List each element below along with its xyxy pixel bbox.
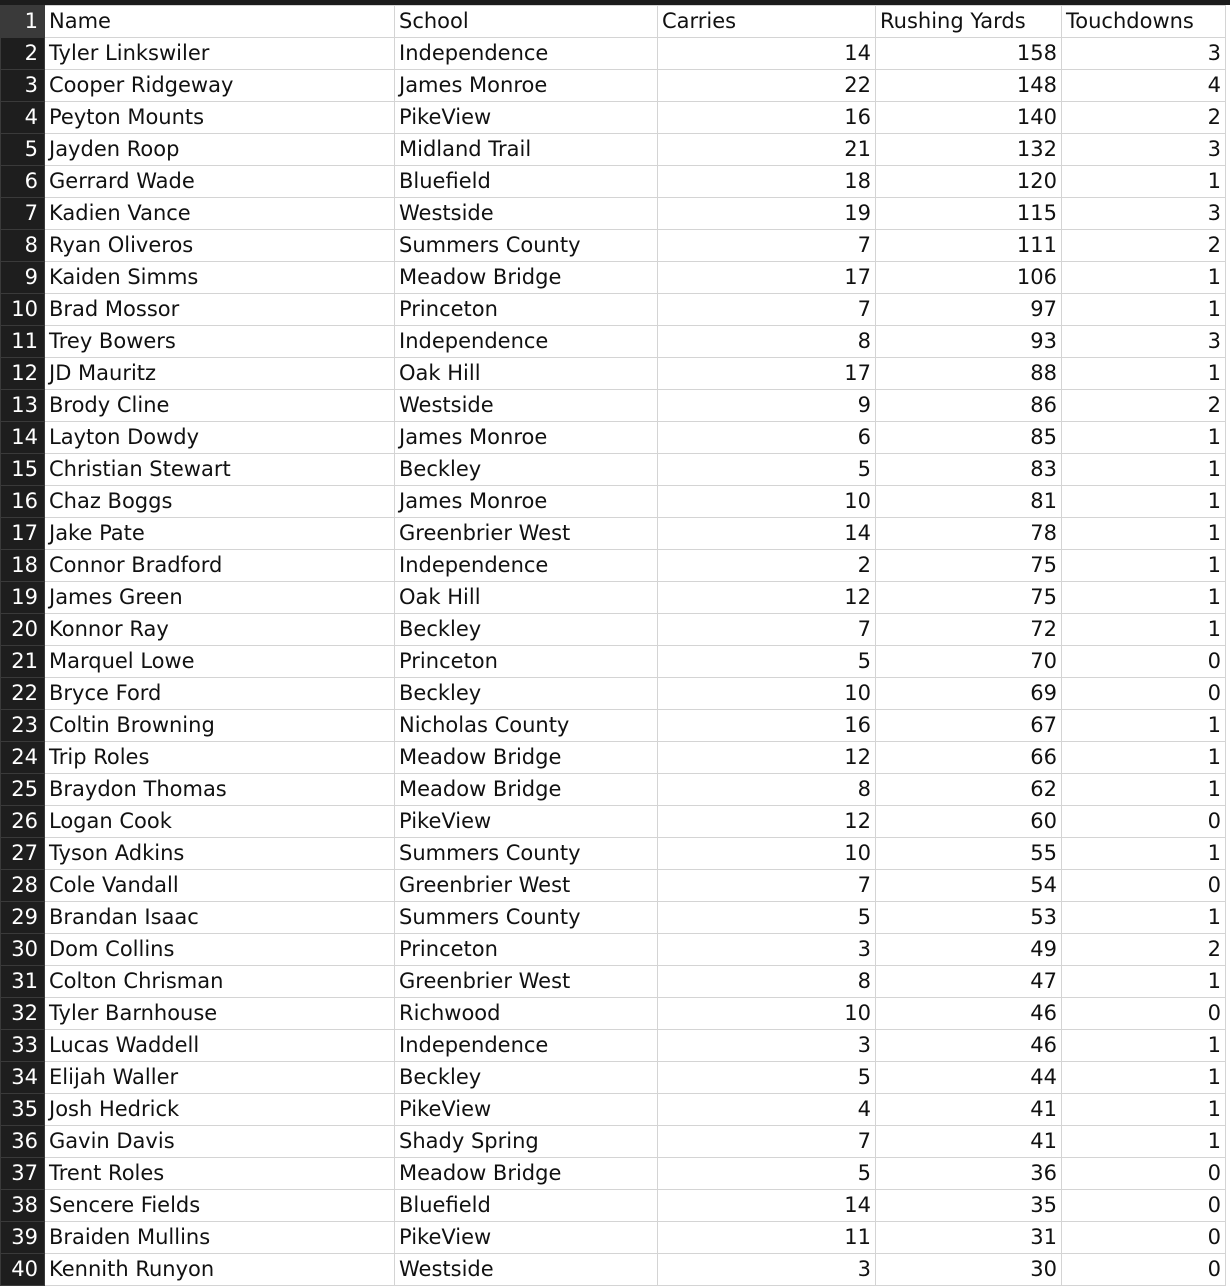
cell-rushing-yards[interactable]: 120 bbox=[876, 166, 1062, 198]
cell-touchdowns[interactable]: 1 bbox=[1062, 262, 1226, 294]
cell-carries[interactable]: 5 bbox=[658, 1158, 876, 1190]
cell-carries[interactable]: 21 bbox=[658, 134, 876, 166]
cell-carries[interactable]: 12 bbox=[658, 582, 876, 614]
cell-name[interactable]: Coltin Browning bbox=[45, 710, 395, 742]
cell-name[interactable]: Tyler Barnhouse bbox=[45, 998, 395, 1030]
cell-name[interactable]: Trey Bowers bbox=[45, 326, 395, 358]
cell-rushing-yards[interactable]: 72 bbox=[876, 614, 1062, 646]
table-row bbox=[1, 166, 1226, 198]
cell-touchdowns[interactable]: 1 bbox=[1062, 614, 1226, 646]
table-row bbox=[1, 1030, 1226, 1062]
row-number[interactable]: 33 bbox=[1, 1030, 45, 1062]
cell-rushing-yards[interactable]: 111 bbox=[876, 230, 1062, 262]
cell-touchdowns[interactable]: 1 bbox=[1062, 518, 1226, 550]
cell-carries[interactable]: 10 bbox=[658, 678, 876, 710]
cell-name[interactable]: Colton Chrisman bbox=[45, 966, 395, 998]
row-number[interactable]: 30 bbox=[1, 934, 45, 966]
cell-rushing-yards[interactable]: 70 bbox=[876, 646, 1062, 678]
cell-school[interactable]: Summers County bbox=[395, 230, 658, 262]
row-number[interactable]: 22 bbox=[1, 678, 45, 710]
cell-rushing-yards[interactable]: 31 bbox=[876, 1222, 1062, 1254]
cell-carries[interactable]: 8 bbox=[658, 966, 876, 998]
table-row bbox=[1, 294, 1226, 326]
cell-rushing-yards[interactable]: 46 bbox=[876, 1030, 1062, 1062]
table-row bbox=[1, 966, 1226, 998]
table-row bbox=[1, 230, 1226, 262]
cell-name[interactable]: Brad Mossor bbox=[45, 294, 395, 326]
header-cell-name[interactable]: Name bbox=[45, 6, 395, 38]
row-number[interactable]: 32 bbox=[1, 998, 45, 1030]
cell-carries[interactable]: 7 bbox=[658, 294, 876, 326]
cell-rushing-yards[interactable]: 47 bbox=[876, 966, 1062, 998]
row-number[interactable]: 10 bbox=[1, 294, 45, 326]
cell-name[interactable]: Brandan Isaac bbox=[45, 902, 395, 934]
cell-rushing-yards[interactable]: 81 bbox=[876, 486, 1062, 518]
cell-rushing-yards[interactable]: 75 bbox=[876, 582, 1062, 614]
cell-carries[interactable]: 8 bbox=[658, 774, 876, 806]
cell-school[interactable]: Independence bbox=[395, 1030, 658, 1062]
cell-carries[interactable]: 5 bbox=[658, 646, 876, 678]
table-row bbox=[1, 1126, 1226, 1158]
table-row bbox=[1, 870, 1226, 902]
cell-school[interactable]: Richwood bbox=[395, 998, 658, 1030]
cell-carries[interactable]: 22 bbox=[658, 70, 876, 102]
cell-name[interactable]: Braiden Mullins bbox=[45, 1222, 395, 1254]
cell-touchdowns[interactable]: 0 bbox=[1062, 870, 1226, 902]
cell-touchdowns[interactable]: 1 bbox=[1062, 710, 1226, 742]
cell-school[interactable]: Greenbrier West bbox=[395, 518, 658, 550]
cell-school[interactable]: PikeView bbox=[395, 806, 658, 838]
cell-rushing-yards[interactable]: 106 bbox=[876, 262, 1062, 294]
row-number[interactable]: 26 bbox=[1, 806, 45, 838]
cell-name[interactable]: Bryce Ford bbox=[45, 678, 395, 710]
cell-name[interactable]: Peyton Mounts bbox=[45, 102, 395, 134]
cell-carries[interactable]: 10 bbox=[658, 486, 876, 518]
row-number[interactable]: 39 bbox=[1, 1222, 45, 1254]
cell-touchdowns[interactable]: 1 bbox=[1062, 550, 1226, 582]
cell-name[interactable]: Cooper Ridgeway bbox=[45, 70, 395, 102]
cell-touchdowns[interactable]: 1 bbox=[1062, 1030, 1226, 1062]
cell-name[interactable]: Kadien Vance bbox=[45, 198, 395, 230]
table-row bbox=[1, 998, 1226, 1030]
cell-name[interactable]: Gerrard Wade bbox=[45, 166, 395, 198]
cell-school[interactable]: Greenbrier West bbox=[395, 966, 658, 998]
cell-touchdowns[interactable]: 0 bbox=[1062, 646, 1226, 678]
row-number[interactable]: 38 bbox=[1, 1190, 45, 1222]
row-number[interactable]: 37 bbox=[1, 1158, 45, 1190]
table-row bbox=[1, 390, 1226, 422]
row-number[interactable]: 6 bbox=[1, 166, 45, 198]
cell-carries[interactable]: 14 bbox=[658, 38, 876, 70]
cell-touchdowns[interactable]: 1 bbox=[1062, 742, 1226, 774]
cell-rushing-yards[interactable]: 88 bbox=[876, 358, 1062, 390]
cell-school[interactable]: Nicholas County bbox=[395, 710, 658, 742]
cell-touchdowns[interactable]: 0 bbox=[1062, 1190, 1226, 1222]
row-number[interactable]: 3 bbox=[1, 70, 45, 102]
cell-touchdowns[interactable]: 1 bbox=[1062, 1094, 1226, 1126]
header-cell-rushing-yards[interactable]: Rushing Yards bbox=[876, 6, 1062, 38]
cell-rushing-yards[interactable]: 49 bbox=[876, 934, 1062, 966]
cell-rushing-yards[interactable]: 75 bbox=[876, 550, 1062, 582]
row-number[interactable]: 28 bbox=[1, 870, 45, 902]
cell-carries[interactable]: 7 bbox=[658, 230, 876, 262]
cell-carries[interactable]: 18 bbox=[658, 166, 876, 198]
cell-rushing-yards[interactable]: 67 bbox=[876, 710, 1062, 742]
cell-carries[interactable]: 17 bbox=[658, 358, 876, 390]
cell-rushing-yards[interactable]: 46 bbox=[876, 998, 1062, 1030]
cell-carries[interactable]: 3 bbox=[658, 1030, 876, 1062]
cell-carries[interactable]: 12 bbox=[658, 742, 876, 774]
cell-school[interactable]: Summers County bbox=[395, 838, 658, 870]
table-row bbox=[1, 326, 1226, 358]
table-row bbox=[1, 902, 1226, 934]
cell-rushing-yards[interactable]: 78 bbox=[876, 518, 1062, 550]
header-cell-school[interactable]: School bbox=[395, 6, 658, 38]
cell-school[interactable]: Bluefield bbox=[395, 166, 658, 198]
cell-touchdowns[interactable]: 2 bbox=[1062, 230, 1226, 262]
cell-touchdowns[interactable]: 1 bbox=[1062, 166, 1226, 198]
table-row bbox=[1, 1062, 1226, 1094]
table-row bbox=[1, 1190, 1226, 1222]
cell-school[interactable]: Princeton bbox=[395, 294, 658, 326]
cell-rushing-yards[interactable]: 132 bbox=[876, 134, 1062, 166]
cell-touchdowns[interactable]: 2 bbox=[1062, 390, 1226, 422]
row-number[interactable]: 19 bbox=[1, 582, 45, 614]
row-number[interactable]: 29 bbox=[1, 902, 45, 934]
row-number[interactable]: 5 bbox=[1, 134, 45, 166]
cell-name[interactable]: Trent Roles bbox=[45, 1158, 395, 1190]
cell-rushing-yards[interactable]: 35 bbox=[876, 1190, 1062, 1222]
cell-school[interactable]: Greenbrier West bbox=[395, 870, 658, 902]
cell-touchdowns[interactable]: 3 bbox=[1062, 38, 1226, 70]
row-number[interactable]: 12 bbox=[1, 358, 45, 390]
cell-carries[interactable]: 12 bbox=[658, 806, 876, 838]
cell-school[interactable]: Beckley bbox=[395, 678, 658, 710]
cell-name[interactable]: Trip Roles bbox=[45, 742, 395, 774]
cell-name[interactable]: Tyler Linkswiler bbox=[45, 38, 395, 70]
cell-rushing-yards[interactable]: 54 bbox=[876, 870, 1062, 902]
row-number[interactable]: 40 bbox=[1, 1254, 45, 1286]
cell-carries[interactable]: 2 bbox=[658, 550, 876, 582]
cell-touchdowns[interactable]: 0 bbox=[1062, 1254, 1226, 1286]
row-number[interactable]: 4 bbox=[1, 102, 45, 134]
row-number[interactable]: 17 bbox=[1, 518, 45, 550]
cell-touchdowns[interactable]: 1 bbox=[1062, 454, 1226, 486]
cell-name[interactable]: Josh Hedrick bbox=[45, 1094, 395, 1126]
table-row bbox=[1, 710, 1226, 742]
row-number[interactable]: 18 bbox=[1, 550, 45, 582]
cell-carries[interactable]: 5 bbox=[658, 902, 876, 934]
cell-name[interactable]: Tyson Adkins bbox=[45, 838, 395, 870]
table-row bbox=[1, 1222, 1226, 1254]
table-row bbox=[1, 774, 1226, 806]
row-number[interactable]: 31 bbox=[1, 966, 45, 998]
cell-name[interactable]: Sencere Fields bbox=[45, 1190, 395, 1222]
cell-carries[interactable]: 19 bbox=[658, 198, 876, 230]
cell-school[interactable]: PikeView bbox=[395, 102, 658, 134]
cell-carries[interactable]: 10 bbox=[658, 998, 876, 1030]
cell-rushing-yards[interactable]: 41 bbox=[876, 1094, 1062, 1126]
cell-school[interactable]: Princeton bbox=[395, 646, 658, 678]
cell-touchdowns[interactable]: 1 bbox=[1062, 422, 1226, 454]
cell-touchdowns[interactable]: 0 bbox=[1062, 678, 1226, 710]
cell-school[interactable]: Westside bbox=[395, 390, 658, 422]
cell-carries[interactable]: 5 bbox=[658, 1062, 876, 1094]
cell-rushing-yards[interactable]: 66 bbox=[876, 742, 1062, 774]
cell-name[interactable]: Christian Stewart bbox=[45, 454, 395, 486]
cell-school[interactable]: Westside bbox=[395, 1254, 658, 1286]
cell-rushing-yards[interactable]: 85 bbox=[876, 422, 1062, 454]
cell-rushing-yards[interactable]: 55 bbox=[876, 838, 1062, 870]
cell-school[interactable]: Independence bbox=[395, 38, 658, 70]
row-number[interactable]: 7 bbox=[1, 198, 45, 230]
cell-carries[interactable]: 6 bbox=[658, 422, 876, 454]
cell-carries[interactable]: 3 bbox=[658, 1254, 876, 1286]
table-row bbox=[1, 934, 1226, 966]
cell-school[interactable]: James Monroe bbox=[395, 486, 658, 518]
cell-name[interactable]: Jayden Roop bbox=[45, 134, 395, 166]
cell-school[interactable]: James Monroe bbox=[395, 422, 658, 454]
table-row bbox=[1, 646, 1226, 678]
cell-touchdowns[interactable]: 2 bbox=[1062, 934, 1226, 966]
cell-school[interactable]: Meadow Bridge bbox=[395, 1158, 658, 1190]
cell-name[interactable]: Chaz Boggs bbox=[45, 486, 395, 518]
table-row bbox=[1, 550, 1226, 582]
row-number[interactable]: 20 bbox=[1, 614, 45, 646]
cell-carries[interactable]: 9 bbox=[658, 390, 876, 422]
table-row bbox=[1, 38, 1226, 70]
cell-name[interactable]: Lucas Waddell bbox=[45, 1030, 395, 1062]
cell-name[interactable]: Elijah Waller bbox=[45, 1062, 395, 1094]
cell-carries[interactable]: 4 bbox=[658, 1094, 876, 1126]
cell-name[interactable]: Jake Pate bbox=[45, 518, 395, 550]
cell-touchdowns[interactable]: 1 bbox=[1062, 966, 1226, 998]
cell-rushing-yards[interactable]: 30 bbox=[876, 1254, 1062, 1286]
cell-rushing-yards[interactable]: 41 bbox=[876, 1126, 1062, 1158]
cell-school[interactable]: PikeView bbox=[395, 1222, 658, 1254]
table-row bbox=[1, 518, 1226, 550]
table-row bbox=[1, 358, 1226, 390]
cell-touchdowns[interactable]: 1 bbox=[1062, 294, 1226, 326]
cell-school[interactable]: James Monroe bbox=[395, 70, 658, 102]
cell-school[interactable]: Oak Hill bbox=[395, 582, 658, 614]
cell-touchdowns[interactable]: 1 bbox=[1062, 486, 1226, 518]
cell-rushing-yards[interactable]: 86 bbox=[876, 390, 1062, 422]
cell-rushing-yards[interactable]: 44 bbox=[876, 1062, 1062, 1094]
row-number[interactable]: 24 bbox=[1, 742, 45, 774]
table-row bbox=[1, 422, 1226, 454]
cell-name[interactable]: Gavin Davis bbox=[45, 1126, 395, 1158]
cell-carries[interactable]: 16 bbox=[658, 102, 876, 134]
row-number[interactable]: 34 bbox=[1, 1062, 45, 1094]
row-number[interactable]: 9 bbox=[1, 262, 45, 294]
cell-rushing-yards[interactable]: 140 bbox=[876, 102, 1062, 134]
cell-school[interactable]: Beckley bbox=[395, 454, 658, 486]
cell-touchdowns[interactable]: 1 bbox=[1062, 1126, 1226, 1158]
row-number[interactable]: 15 bbox=[1, 454, 45, 486]
table-row bbox=[1, 1094, 1226, 1126]
cell-school[interactable]: Beckley bbox=[395, 614, 658, 646]
cell-carries[interactable]: 14 bbox=[658, 1190, 876, 1222]
table-row bbox=[1, 198, 1226, 230]
row-number[interactable]: 14 bbox=[1, 422, 45, 454]
row-number[interactable]: 16 bbox=[1, 486, 45, 518]
cell-school[interactable]: Summers County bbox=[395, 902, 658, 934]
cell-name[interactable]: James Green bbox=[45, 582, 395, 614]
cell-name[interactable]: Kaiden Simms bbox=[45, 262, 395, 294]
cell-carries[interactable]: 8 bbox=[658, 326, 876, 358]
cell-rushing-yards[interactable]: 60 bbox=[876, 806, 1062, 838]
table-row bbox=[1, 70, 1226, 102]
table-row bbox=[1, 1254, 1226, 1286]
row-number-header[interactable]: 1 bbox=[1, 6, 45, 38]
cell-school[interactable]: Oak Hill bbox=[395, 358, 658, 390]
table-row bbox=[1, 454, 1226, 486]
row-number[interactable]: 21 bbox=[1, 646, 45, 678]
cell-name[interactable]: Logan Cook bbox=[45, 806, 395, 838]
cell-touchdowns[interactable]: 1 bbox=[1062, 1062, 1226, 1094]
table-row bbox=[1, 614, 1226, 646]
cell-school[interactable]: Westside bbox=[395, 198, 658, 230]
header-row bbox=[1, 6, 1226, 38]
table-row bbox=[1, 838, 1226, 870]
cell-rushing-yards[interactable]: 97 bbox=[876, 294, 1062, 326]
table-row bbox=[1, 486, 1226, 518]
cell-name[interactable]: Cole Vandall bbox=[45, 870, 395, 902]
table-row bbox=[1, 1158, 1226, 1190]
table-row bbox=[1, 678, 1226, 710]
cell-carries[interactable]: 7 bbox=[658, 870, 876, 902]
cell-carries[interactable]: 7 bbox=[658, 1126, 876, 1158]
cell-touchdowns[interactable]: 3 bbox=[1062, 198, 1226, 230]
cell-school[interactable]: Meadow Bridge bbox=[395, 262, 658, 294]
row-number[interactable]: 35 bbox=[1, 1094, 45, 1126]
cell-touchdowns[interactable]: 1 bbox=[1062, 902, 1226, 934]
cell-touchdowns[interactable]: 0 bbox=[1062, 998, 1226, 1030]
row-number[interactable]: 2 bbox=[1, 38, 45, 70]
cell-touchdowns[interactable]: 0 bbox=[1062, 1222, 1226, 1254]
cell-rushing-yards[interactable]: 83 bbox=[876, 454, 1062, 486]
cell-touchdowns[interactable]: 3 bbox=[1062, 134, 1226, 166]
cell-school[interactable]: Princeton bbox=[395, 934, 658, 966]
header-cell-carries[interactable]: Carries bbox=[658, 6, 876, 38]
cell-school[interactable]: Beckley bbox=[395, 1062, 658, 1094]
cell-touchdowns[interactable]: 0 bbox=[1062, 806, 1226, 838]
row-number[interactable]: 25 bbox=[1, 774, 45, 806]
table-row bbox=[1, 806, 1226, 838]
row-number[interactable]: 23 bbox=[1, 710, 45, 742]
cell-rushing-yards[interactable]: 69 bbox=[876, 678, 1062, 710]
table-row bbox=[1, 262, 1226, 294]
cell-carries[interactable]: 3 bbox=[658, 934, 876, 966]
cell-carries[interactable]: 7 bbox=[658, 614, 876, 646]
cell-name[interactable]: Ryan Oliveros bbox=[45, 230, 395, 262]
cell-carries[interactable]: 16 bbox=[658, 710, 876, 742]
cell-name[interactable]: Konnor Ray bbox=[45, 614, 395, 646]
cell-rushing-yards[interactable]: 53 bbox=[876, 902, 1062, 934]
cell-rushing-yards[interactable]: 148 bbox=[876, 70, 1062, 102]
cell-rushing-yards[interactable]: 62 bbox=[876, 774, 1062, 806]
cell-carries[interactable]: 11 bbox=[658, 1222, 876, 1254]
cell-name[interactable]: JD Mauritz bbox=[45, 358, 395, 390]
row-number[interactable]: 27 bbox=[1, 838, 45, 870]
cell-rushing-yards[interactable]: 115 bbox=[876, 198, 1062, 230]
cell-name[interactable]: Braydon Thomas bbox=[45, 774, 395, 806]
cell-name[interactable]: Kennith Runyon bbox=[45, 1254, 395, 1286]
row-number[interactable]: 8 bbox=[1, 230, 45, 262]
cell-name[interactable]: Marquel Lowe bbox=[45, 646, 395, 678]
cell-touchdowns[interactable]: 4 bbox=[1062, 70, 1226, 102]
cell-touchdowns[interactable]: 1 bbox=[1062, 358, 1226, 390]
spreadsheet-grid bbox=[0, 5, 1226, 1286]
cell-school[interactable]: Shady Spring bbox=[395, 1126, 658, 1158]
cell-touchdowns[interactable]: 1 bbox=[1062, 838, 1226, 870]
cell-school[interactable]: Meadow Bridge bbox=[395, 742, 658, 774]
table-row bbox=[1, 102, 1226, 134]
cell-touchdowns[interactable]: 1 bbox=[1062, 582, 1226, 614]
cell-name[interactable]: Brody Cline bbox=[45, 390, 395, 422]
cell-school[interactable]: Meadow Bridge bbox=[395, 774, 658, 806]
row-number[interactable]: 36 bbox=[1, 1126, 45, 1158]
table-row bbox=[1, 742, 1226, 774]
row-number[interactable]: 11 bbox=[1, 326, 45, 358]
cell-carries[interactable]: 17 bbox=[658, 262, 876, 294]
cell-rushing-yards[interactable]: 93 bbox=[876, 326, 1062, 358]
cell-touchdowns[interactable]: 3 bbox=[1062, 326, 1226, 358]
cell-name[interactable]: Layton Dowdy bbox=[45, 422, 395, 454]
cell-carries[interactable]: 10 bbox=[658, 838, 876, 870]
cell-school[interactable]: Independence bbox=[395, 550, 658, 582]
cell-touchdowns[interactable]: 2 bbox=[1062, 102, 1226, 134]
cell-school[interactable]: Independence bbox=[395, 326, 658, 358]
header-cell-touchdowns[interactable]: Touchdowns bbox=[1062, 6, 1226, 38]
cell-touchdowns[interactable]: 1 bbox=[1062, 774, 1226, 806]
row-number[interactable]: 13 bbox=[1, 390, 45, 422]
cell-name[interactable]: Connor Bradford bbox=[45, 550, 395, 582]
table-row bbox=[1, 134, 1226, 166]
table-row bbox=[1, 582, 1226, 614]
cell-carries[interactable]: 5 bbox=[658, 454, 876, 486]
cell-school[interactable]: Midland Trail bbox=[395, 134, 658, 166]
cell-school[interactable]: PikeView bbox=[395, 1094, 658, 1126]
cell-rushing-yards[interactable]: 158 bbox=[876, 38, 1062, 70]
cell-touchdowns[interactable]: 0 bbox=[1062, 1158, 1226, 1190]
cell-carries[interactable]: 14 bbox=[658, 518, 876, 550]
cell-school[interactable]: Bluefield bbox=[395, 1190, 658, 1222]
cell-rushing-yards[interactable]: 36 bbox=[876, 1158, 1062, 1190]
cell-name[interactable]: Dom Collins bbox=[45, 934, 395, 966]
